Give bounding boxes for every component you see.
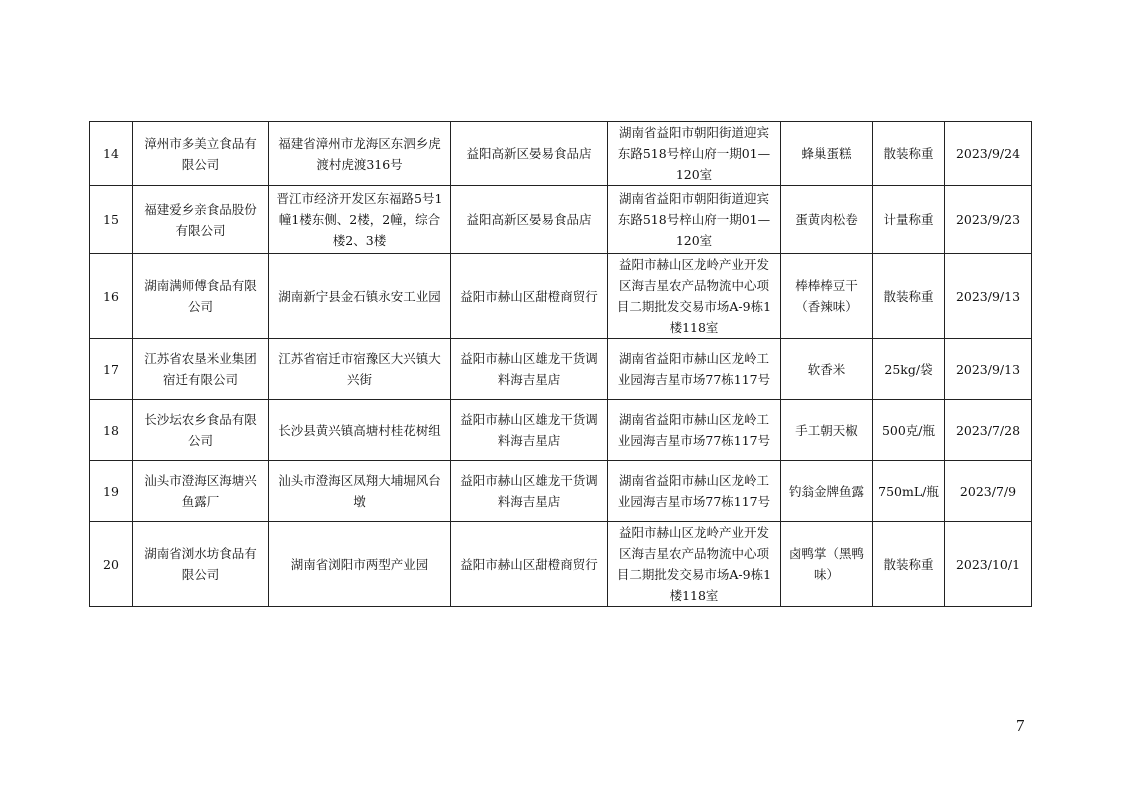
cell-seller: 益阳高新区晏易食品店 <box>451 186 608 254</box>
cell-seq: 16 <box>90 254 133 339</box>
table-row <box>90 122 1032 186</box>
cell-seller-address: 益阳市赫山区龙岭产业开发区海吉星农产品物流中心项目二期批发交易市场A-9栋1楼118室 <box>608 522 781 607</box>
cell-seq: 17 <box>90 339 133 400</box>
cell-seq: 20 <box>90 522 133 607</box>
cell-spec: 散装称重 <box>873 122 945 186</box>
cell-seller: 益阳高新区晏易食品店 <box>451 122 608 186</box>
cell-seq: 18 <box>90 400 133 461</box>
cell-product: 钓翁金牌鱼露 <box>781 461 873 522</box>
cell-spec: 750mL/瓶 <box>873 461 945 522</box>
cell-seller: 益阳市赫山区雄龙干货调料海吉星店 <box>451 461 608 522</box>
cell-producer-address: 湖南新宁县金石镇永安工业园 <box>269 254 451 339</box>
cell-spec: 散装称重 <box>873 254 945 339</box>
cell-date: 2023/7/9 <box>945 461 1032 522</box>
cell-producer-address: 湖南省浏阳市两型产业园 <box>269 522 451 607</box>
cell-date: 2023/10/1 <box>945 522 1032 607</box>
cell-seller-address: 益阳市赫山区龙岭产业开发区海吉星农产品物流中心项目二期批发交易市场A-9栋1楼118室 <box>608 254 781 339</box>
page-number: 7 <box>1016 716 1025 735</box>
cell-seq: 14 <box>90 122 133 186</box>
cell-producer: 福建爱乡亲食品股份有限公司 <box>133 186 269 254</box>
cell-spec: 计量称重 <box>873 186 945 254</box>
cell-seller: 益阳市赫山区雄龙干货调料海吉星店 <box>451 339 608 400</box>
cell-seq: 19 <box>90 461 133 522</box>
records-table-body <box>90 122 1032 607</box>
cell-date: 2023/9/23 <box>945 186 1032 254</box>
cell-seller: 益阳市赫山区雄龙干货调料海吉星店 <box>451 400 608 461</box>
cell-date: 2023/7/28 <box>945 400 1032 461</box>
cell-date: 2023/9/13 <box>945 339 1032 400</box>
cell-spec: 500克/瓶 <box>873 400 945 461</box>
cell-seller: 益阳市赫山区甜橙商贸行 <box>451 522 608 607</box>
cell-product: 卤鸭掌（黑鸭味） <box>781 522 873 607</box>
cell-spec: 25kg/袋 <box>873 339 945 400</box>
table-row <box>90 339 1032 400</box>
cell-producer-address: 长沙县黄兴镇高塘村桂花树组 <box>269 400 451 461</box>
cell-product: 棒棒棒豆干（香辣味） <box>781 254 873 339</box>
cell-product: 蜂巢蛋糕 <box>781 122 873 186</box>
cell-product: 手工朝天椒 <box>781 400 873 461</box>
cell-seller-address: 湖南省益阳市朝阳街道迎宾东路518号梓山府一期01—120室 <box>608 122 781 186</box>
cell-date: 2023/9/13 <box>945 254 1032 339</box>
table-row <box>90 522 1032 607</box>
cell-producer-address: 汕头市澄海区凤翔大埔堀风台墩 <box>269 461 451 522</box>
cell-producer-address: 福建省漳州市龙海区东泗乡虎渡村虎渡316号 <box>269 122 451 186</box>
cell-seller-address: 湖南省益阳市赫山区龙岭工业园海吉星市场77栋117号 <box>608 339 781 400</box>
cell-spec: 散装称重 <box>873 522 945 607</box>
cell-product: 蛋黄肉松卷 <box>781 186 873 254</box>
cell-seller-address: 湖南省益阳市赫山区龙岭工业园海吉星市场77栋117号 <box>608 400 781 461</box>
cell-seller-address: 湖南省益阳市赫山区龙岭工业园海吉星市场77栋117号 <box>608 461 781 522</box>
table-row <box>90 461 1032 522</box>
cell-producer-address: 晋江市经济开发区东福路5号1幢1楼东侧、2楼，2幢，综合楼2、3楼 <box>269 186 451 254</box>
cell-producer: 汕头市澄海区海塘兴鱼露厂 <box>133 461 269 522</box>
table-row <box>90 186 1032 254</box>
cell-date: 2023/9/24 <box>945 122 1032 186</box>
cell-seller: 益阳市赫山区甜橙商贸行 <box>451 254 608 339</box>
table-row <box>90 400 1032 461</box>
cell-producer: 湖南满师傅食品有限公司 <box>133 254 269 339</box>
cell-producer: 湖南省浏水坊食品有限公司 <box>133 522 269 607</box>
cell-producer-address: 江苏省宿迁市宿豫区大兴镇大兴街 <box>269 339 451 400</box>
records-table <box>89 121 1032 607</box>
cell-producer: 江苏省农垦米业集团宿迁有限公司 <box>133 339 269 400</box>
cell-producer: 长沙坛农乡食品有限公司 <box>133 400 269 461</box>
cell-product: 软香米 <box>781 339 873 400</box>
cell-seq: 15 <box>90 186 133 254</box>
table-row <box>90 254 1032 339</box>
cell-producer: 漳州市多美立食品有限公司 <box>133 122 269 186</box>
cell-seller-address: 湖南省益阳市朝阳街道迎宾东路518号梓山府一期01—120室 <box>608 186 781 254</box>
